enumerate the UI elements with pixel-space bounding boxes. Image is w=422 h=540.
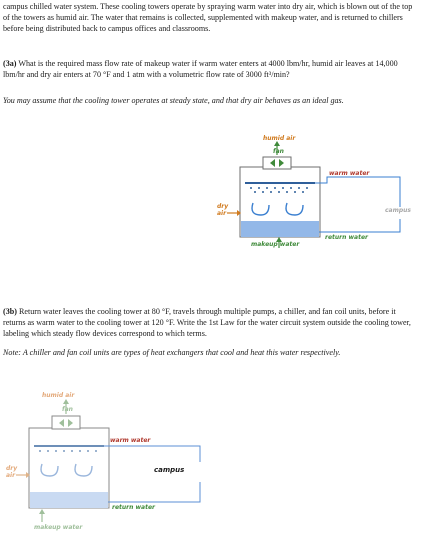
- part-3b-note-text: Note: A chiller and fan coil units are types of heat exchangers that cool and heat this water respectively.: [3, 348, 341, 357]
- return-water-pipe: [108, 482, 200, 502]
- water-basin: [241, 221, 319, 237]
- cooling-tower-diagram-2-svg: [4, 392, 204, 532]
- part-3b-label: (3b): [3, 307, 17, 316]
- part-3a-label: (3a): [3, 59, 17, 68]
- part-3a-note: [3, 95, 417, 106]
- campus-label: campus: [154, 466, 185, 474]
- tower-chimney: [52, 416, 80, 429]
- warm-water-label: warm water: [110, 437, 151, 444]
- warm-water-label: warm water: [329, 170, 370, 177]
- part-3a-question: [3, 58, 417, 80]
- fan-label: fan: [62, 406, 73, 413]
- tower-chimney: [263, 157, 291, 169]
- intro-paragraph: [3, 1, 417, 34]
- cooling-tower-diagram-2: [4, 392, 204, 532]
- return-water-pipe: [319, 219, 400, 232]
- humid-air-label: humid air: [42, 392, 75, 399]
- water-basin: [30, 492, 108, 508]
- dry-air-label: dry air: [217, 203, 229, 217]
- makeup-water-label: makeup water: [251, 241, 300, 248]
- campus-label: campus: [385, 207, 411, 214]
- makeup-water-label: makeup water: [34, 524, 83, 531]
- part-3b-text: Return water leaves the cooling tower at 80 °F, travels through multiple pumps, a chiller, and fan coil units, before it returns as warm water to the cooling tower at 120 °F. Write the 1st Law for the water circuit system outside the cooling tower, labeling which steady flow devices correspond to which terms.: [3, 307, 411, 338]
- part-3a-note-text: You may assume that the cooling tower operates at steady state, and that dry air behaves as an ideal gas.: [3, 96, 344, 105]
- fan-label: fan: [273, 148, 284, 155]
- warm-water-pipe: [104, 446, 200, 462]
- part-3b-note: [3, 347, 417, 358]
- intro-text: campus chilled water system. These cooling towers operate by spraying warm water into dry air, which is blown out of the top of the towers as humid air. The water that remains is collected, supplemented with makeup water, and is returned to chillers before being distributed back to campus offices and classrooms.: [3, 2, 413, 33]
- cooling-tower-diagram-1-svg: [215, 135, 415, 250]
- warm-water-pipe: [315, 177, 400, 207]
- part-3b-question: [3, 306, 417, 339]
- cooling-tower-diagram-1: [215, 135, 415, 250]
- return-water-label: return water: [112, 504, 155, 511]
- humid-air-label: humid air: [263, 135, 296, 142]
- part-3a-text: What is the required mass flow rate of makeup water if warm water enters at 4000 lbm/hr, humid air leaves at 14,000 lbm/hr and dry air enters at 70 °F and 1 atm with a volumetric flow rate of 3000 ft³/min?: [3, 59, 398, 79]
- dry-air-label: dry air: [6, 465, 18, 479]
- return-water-label: return water: [325, 234, 368, 241]
